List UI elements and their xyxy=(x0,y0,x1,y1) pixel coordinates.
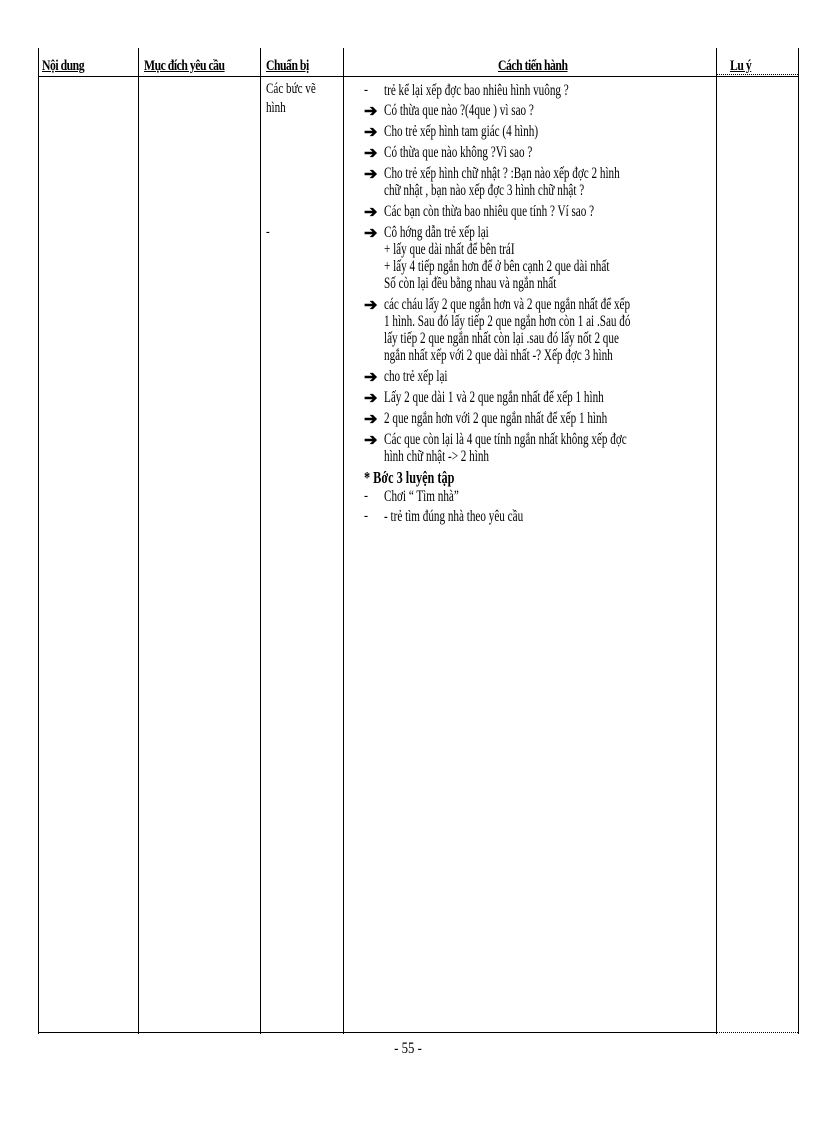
arrow-icon: ➔ xyxy=(364,411,378,428)
arrow-list xyxy=(364,102,724,465)
table-border-left xyxy=(38,48,39,1034)
arrow-item xyxy=(364,165,724,199)
dotted-rule xyxy=(716,1032,798,1033)
procedure-line: + lấy que dài nhất để bên tráI xyxy=(384,241,515,258)
procedure-line: - trẻ tìm đúng nhà theo yêu cầu xyxy=(384,508,524,525)
arrow-icon: ➔ xyxy=(364,297,378,314)
arrow-item xyxy=(364,431,724,465)
procedure-line: hình chữ nhật -> 2 hình xyxy=(384,448,490,465)
column-divider xyxy=(138,48,139,1034)
arrow-icon: ➔ xyxy=(364,390,378,407)
arrow-icon: ➔ xyxy=(364,124,378,141)
header-procedure: Cách tiến hành xyxy=(498,58,568,74)
header-content: Nội dung xyxy=(42,58,85,74)
arrow-item xyxy=(364,203,724,220)
procedure-line: các cháu lấy 2 que ngắn hơn và 2 que ngắn nhất để xếp xyxy=(384,296,631,313)
arrow-item xyxy=(364,224,724,292)
procedure-line: lấy tiếp 2 que ngắn nhất còn lại .sau đó lấy nốt 2 que xyxy=(384,330,619,347)
header-objective: Mục đích yêu cầu xyxy=(144,58,225,74)
arrow-icon: ➔ xyxy=(364,204,378,221)
header-notes: Lu ý xyxy=(730,58,752,74)
arrow-item xyxy=(364,144,724,161)
dash-item xyxy=(364,488,724,505)
table-border-bottom xyxy=(38,1032,716,1033)
table-border-right xyxy=(798,48,799,1034)
column-divider xyxy=(343,48,344,1034)
prep-line: Các bức vẽ xyxy=(266,81,316,97)
procedure-line: Có thừa que nào không ?Vì sao ? xyxy=(384,144,533,161)
arrow-icon: ➔ xyxy=(364,145,378,162)
step-heading: * Bớc 3 luyện tập xyxy=(364,468,455,487)
arrow-icon: ➔ xyxy=(364,432,378,449)
prep-dash: - xyxy=(266,224,270,240)
arrow-item xyxy=(364,296,724,364)
arrow-icon: ➔ xyxy=(364,369,378,386)
procedure-line: Số còn lại đều bằng nhau và ngắn nhất xyxy=(384,275,557,292)
arrow-icon: ➔ xyxy=(364,103,378,120)
prep-line: hình xyxy=(266,100,286,116)
column-divider xyxy=(260,48,261,1034)
arrow-item xyxy=(364,410,724,427)
dash-item xyxy=(364,82,724,99)
procedure-line: 2 que ngắn hơn với 2 que ngắn nhất để xếp 1 hình xyxy=(384,410,608,427)
dotted-rule xyxy=(716,74,798,75)
dash-mark: - xyxy=(364,82,368,98)
procedure-line: cho trẻ xếp lại xyxy=(384,368,448,385)
header-preparation: Chuẩn bị xyxy=(266,58,309,74)
page-number: - 55 - xyxy=(394,1040,422,1057)
procedure-line: 1 hình. Sau đó lấy tiếp 2 que ngắn hơn còn 1 ai .Sau đó xyxy=(384,313,631,330)
procedure-line: Các que còn lại là 4 que tính ngắn nhất không xếp đợc xyxy=(384,431,627,448)
dash-item xyxy=(364,508,724,525)
arrow-icon: ➔ xyxy=(364,166,378,183)
dash-mark: - xyxy=(364,508,368,524)
procedure-line: Lấy 2 que dài 1 và 2 que ngắn nhất để xếp 1 hình xyxy=(384,389,604,406)
arrow-item xyxy=(364,123,724,140)
procedure-line: chữ nhật , bạn nào xếp đợc 3 hình chữ nhật ? xyxy=(384,182,585,199)
arrow-item xyxy=(364,102,724,119)
arrow-item xyxy=(364,389,724,406)
lesson-table xyxy=(38,48,798,1034)
procedure-line: Có thừa que nào ?(4que ) vì sao ? xyxy=(384,102,534,119)
procedure-line: Cô hớng dẫn trẻ xếp lại xyxy=(384,224,489,241)
procedure-line: Cho trẻ xếp hình chữ nhật ? :Bạn nào xếp đợc 2 hình xyxy=(384,165,620,182)
arrow-item xyxy=(364,368,724,385)
procedure-line: ngắn nhất xếp với 2 que dài nhất -? Xếp đợc 3 hình xyxy=(384,347,613,364)
arrow-icon: ➔ xyxy=(364,225,378,242)
table-header xyxy=(38,48,798,77)
procedure-line: Các bạn còn thừa bao nhiêu que tính ? Ví sao ? xyxy=(384,203,595,220)
procedure-line: trẻ kể lại xếp đợc bao nhiêu hình vuông ? xyxy=(384,82,569,99)
procedure-line: Cho trẻ xếp hình tam giác (4 hình) xyxy=(384,123,539,140)
dash-mark: - xyxy=(364,488,368,504)
procedure-cell xyxy=(364,82,724,528)
procedure-line: + lấy 4 tiếp ngắn hơn để ở bên cạnh 2 que dài nhất xyxy=(384,258,610,275)
procedure-line: Chơi “ Tìm nhà” xyxy=(384,488,459,505)
